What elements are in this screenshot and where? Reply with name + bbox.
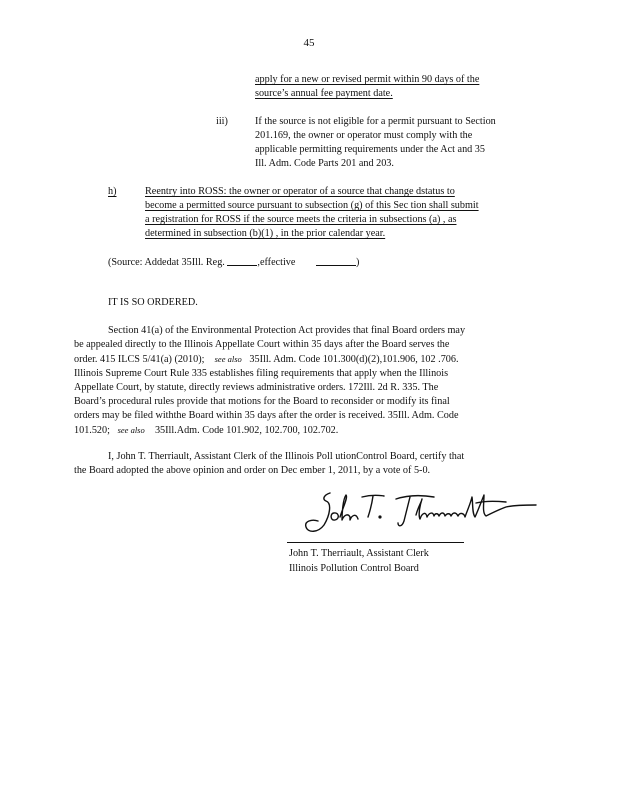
subsection-h-line: become a permitted source pursuant to subsection (g) of this Sec tion shall submit <box>145 200 479 211</box>
subsection-h-text <box>145 185 540 241</box>
source-note <box>108 255 359 270</box>
source-note-middle: ,effective <box>257 257 296 268</box>
subsection-ii-line-1: apply for a new or revised permit within 90 days of the <box>255 74 480 85</box>
source-volume-blank <box>227 255 257 266</box>
appeal-line-part: 35Ill. Adm. Code 101.300(d)(2),101.906, 102 .706. <box>249 354 459 365</box>
ordered-statement: IT IS SO ORDERED. <box>108 297 198 308</box>
appeal-line: Illinois Supreme Court Rule 335 establishes filing requirements that apply when the Illinois <box>74 368 449 379</box>
appeal-line: orders may be filed withthe Board within 35 days after the order is received. 35Ill. Adm. Code <box>74 410 459 421</box>
subsection-iii-line: If the source is not eligible for a permit pursuant to Section <box>255 116 496 127</box>
appeal-line <box>74 352 528 367</box>
handwritten-signature <box>300 483 545 541</box>
appeal-line-part: order. 415 ILCS 5/41(a) (2010); <box>74 354 205 365</box>
subsection-iii-text <box>255 115 517 171</box>
subsection-iii-line: 201.169, the owner or operator must comply with the <box>255 130 473 141</box>
subsection-h-line: a registration for ROSS if the source meets the criteria in subsections (a) , as <box>145 214 457 225</box>
appeal-line: Appellate Court, by statute, directly reviews administrative orders. 172Ill. 2d R. 335. The <box>74 382 439 393</box>
appeal-paragraph <box>74 324 528 438</box>
source-note-prefix: (Source: Addedat 35Ill. Reg. <box>108 257 225 268</box>
appeal-line: Section 41(a) of the Environmental Protection Act provides that final Board orders may <box>108 325 466 336</box>
signature-line <box>287 542 464 543</box>
subsection-iii-marker: iii) <box>216 116 228 127</box>
source-date-blank <box>316 255 356 266</box>
appeal-line: be appealed directly to the Illinois Appellate Court within 35 days after the Board serves the <box>74 339 450 350</box>
page-number: 45 <box>303 37 315 49</box>
source-note-suffix: ) <box>355 257 360 268</box>
certification-paragraph <box>74 450 528 478</box>
subsection-ii-line-2: source’s annual fee payment date. <box>255 88 393 99</box>
subsection-iii-line: applicable permitting requirements under the Act and 35 <box>255 144 485 155</box>
signatory-name-title: John T. Therriault, Assistant Clerk <box>289 548 429 559</box>
certification-line: the Board adopted the above opinion and order on Dec ember 1, 2011, by a vote of 5-0. <box>74 465 431 476</box>
see-also-italic: see also <box>117 425 145 435</box>
appeal-line-part: 35Ill.Adm. Code 101.902, 102.700, 102.702. <box>154 425 339 436</box>
appeal-line <box>74 423 528 438</box>
subsection-iii-line: Ill. Adm. Code Parts 201 and 203. <box>255 158 394 169</box>
subsection-h-line: determined in subsection (b)(1) , in the prior calendar year. <box>145 228 386 239</box>
appeal-line-part: 101.520; <box>74 425 110 436</box>
see-also-italic: see also <box>214 354 242 364</box>
signatory-organization: Illinois Pollution Control Board <box>289 563 419 574</box>
subsection-h-marker: h) <box>108 186 117 197</box>
certification-line: I, John T. Therriault, Assistant Clerk of the Illinois Poll utionControl Board, certify that <box>108 451 465 462</box>
appeal-line: Board’s procedural rules provide that motions for the Board to reconsider or modify its final <box>74 396 450 407</box>
subsection-h-line: Reentry into ROSS: the owner or operator of a source that change dstatus to <box>145 186 455 197</box>
